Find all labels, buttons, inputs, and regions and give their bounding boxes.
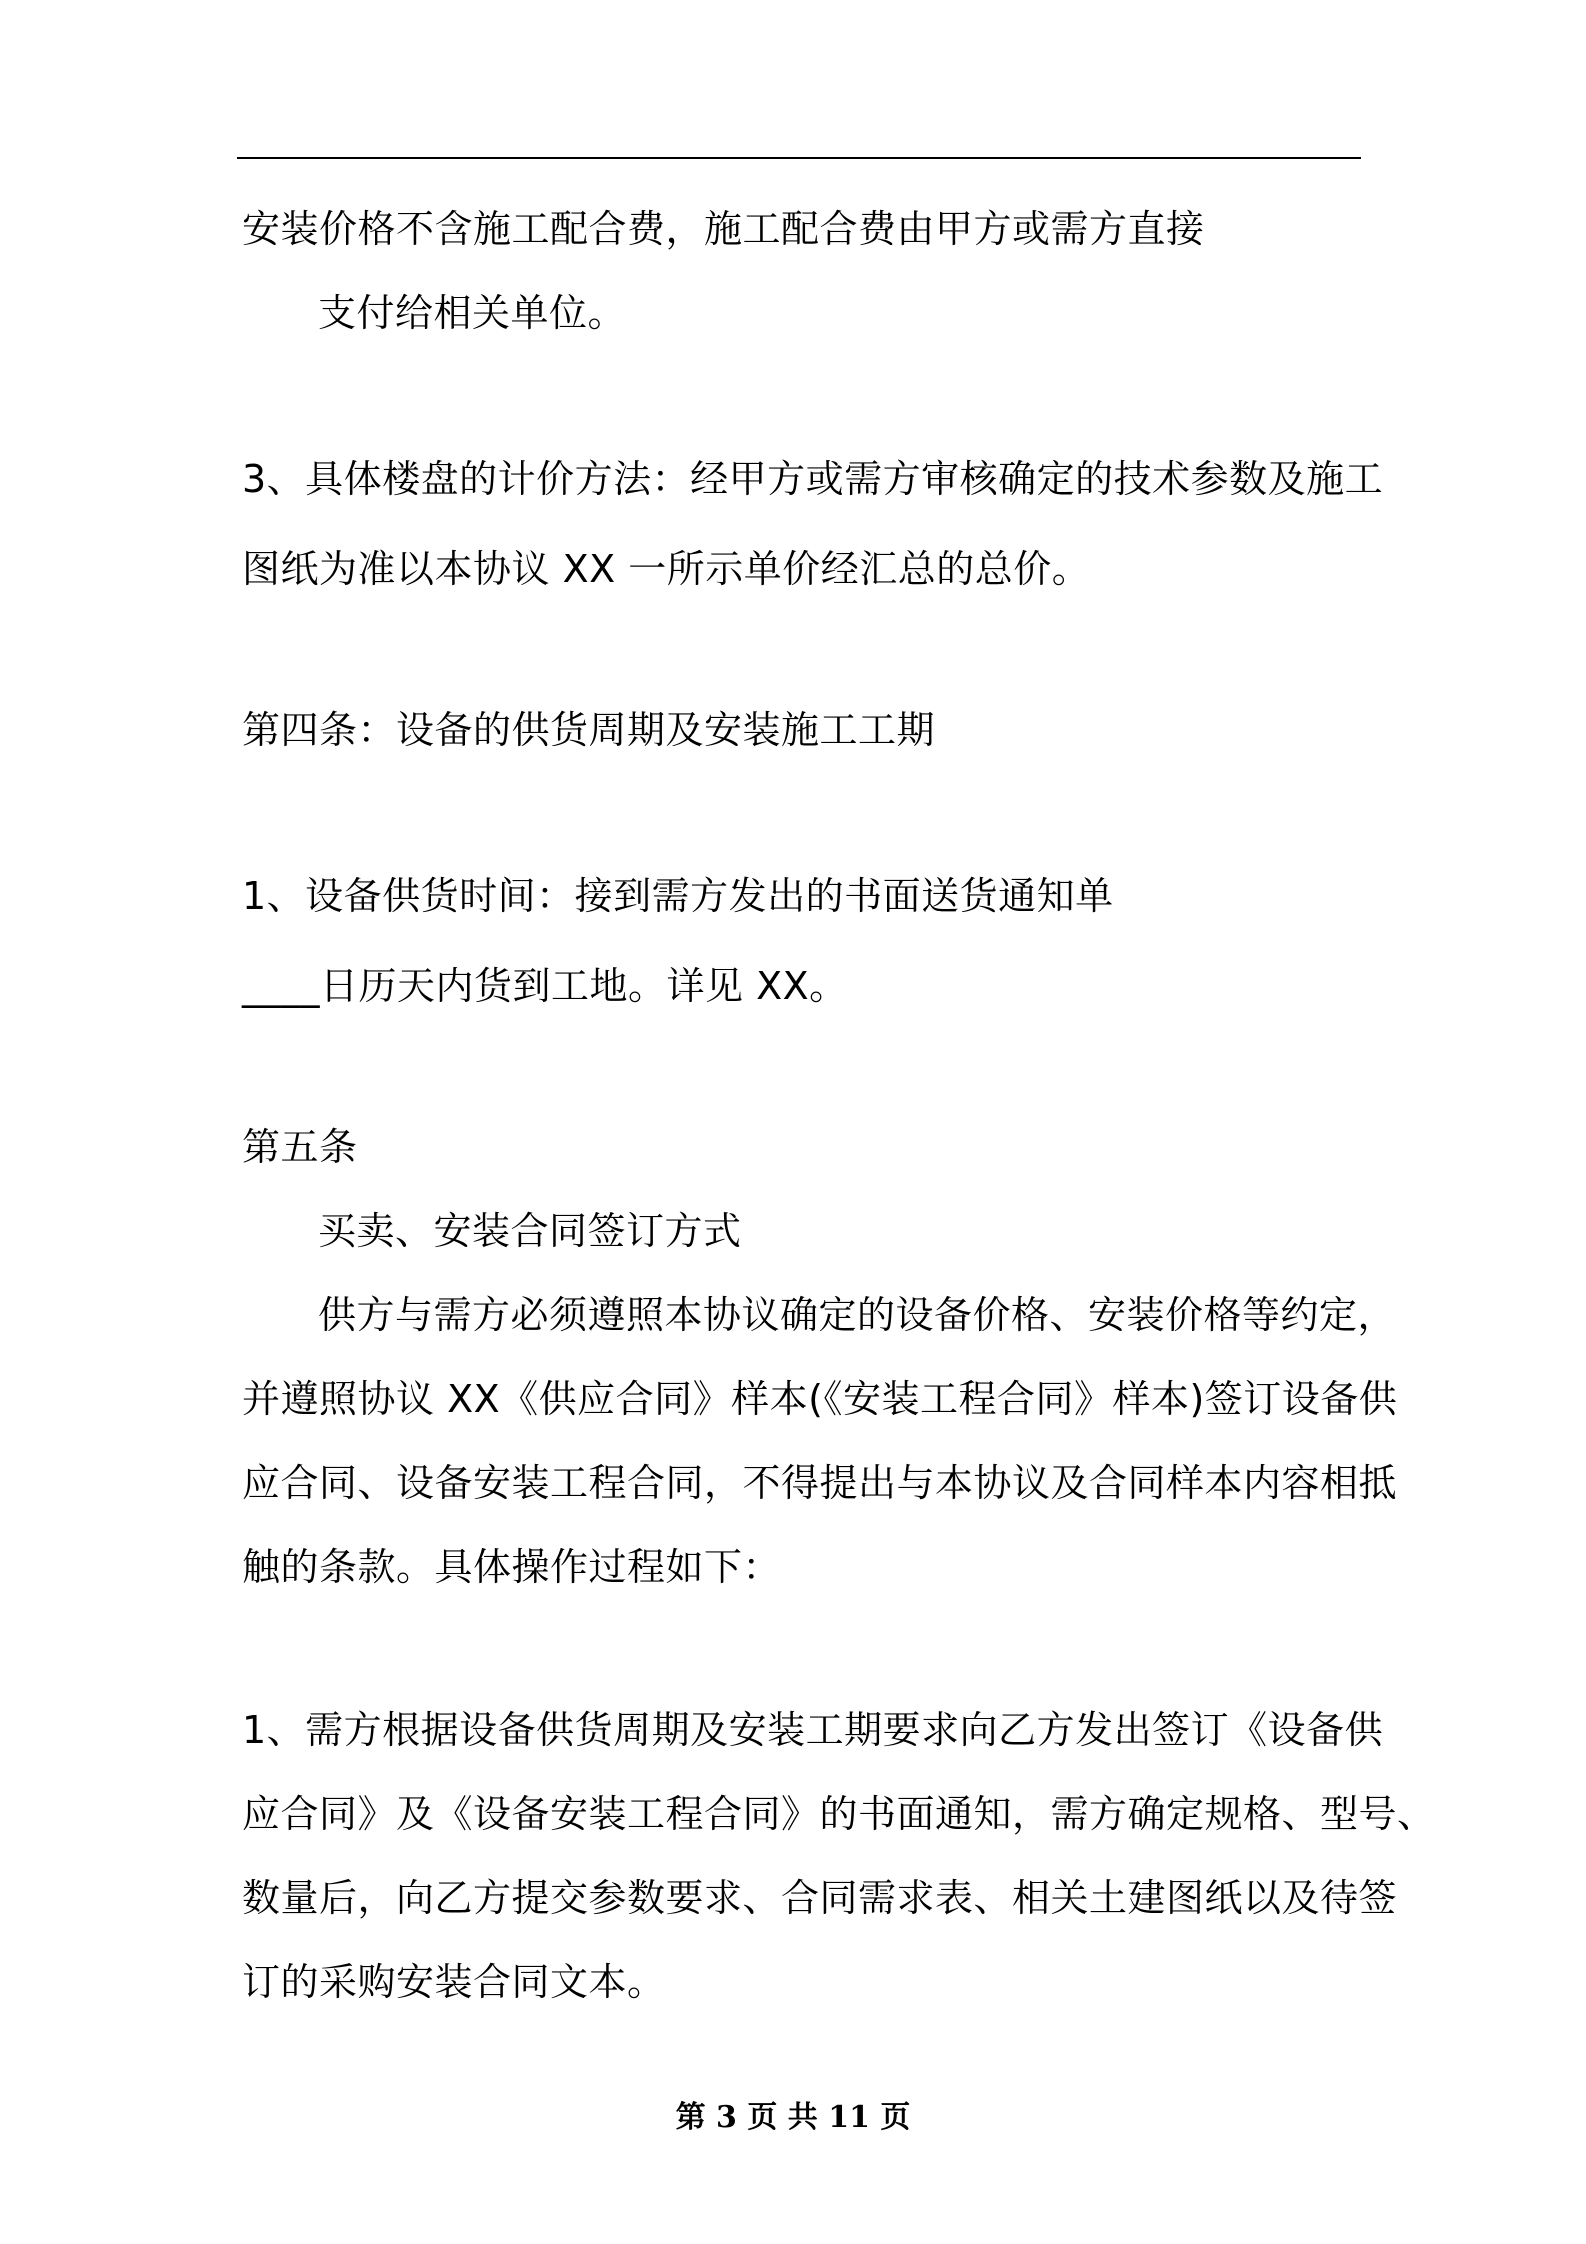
text-line: 订的采购安装合同文本。: [242, 1960, 666, 2004]
text-line: 1、设备供货时间：接到需方发出的书面送货通知单: [242, 874, 1114, 918]
text-line: 并遵照协议 XX《供应合同》样本(《安装工程合同》样本)签订设备供: [242, 1377, 1398, 1421]
text-line: 触的条款。具体操作过程如下：: [242, 1545, 782, 1589]
text-line: 数量后，向乙方提交参数要求、合同需求表、相关土建图纸以及待签: [242, 1876, 1398, 1920]
text-line: 安装价格不含施工配合费，施工配合费由甲方或需方直接: [242, 207, 1205, 251]
text-line: ____日历天内货到工地。详见 XX。: [242, 964, 848, 1008]
text-line: 应合同》及《设备安装工程合同》的书面通知，需方确定规格、型号、: [242, 1792, 1436, 1836]
section-heading: 第四条：设备的供货周期及安装施工工期: [242, 708, 936, 752]
text-line: 供方与需方必须遵照本协议确定的设备价格、安装价格等约定，: [318, 1293, 1397, 1337]
section-heading: 第五条: [242, 1125, 358, 1169]
text-line: 支付给相关单位。: [318, 291, 627, 335]
text-line: 买卖、安装合同签订方式: [318, 1209, 742, 1253]
text-line: 3、具体楼盘的计价方法：经甲方或需方审核确定的技术参数及施工: [242, 457, 1384, 501]
header-divider: [237, 157, 1361, 159]
text-line: 应合同、设备安装工程合同，不得提出与本协议及合同样本内容相抵: [242, 1461, 1398, 1505]
text-line: 1、需方根据设备供货周期及安装工期要求向乙方发出签订《设备供: [242, 1708, 1384, 1752]
page-number-footer: 第 3 页 共 11 页: [675, 2100, 911, 2135]
text-line: 图纸为准以本协议 XX 一所示单价经汇总的总价。: [242, 547, 1091, 591]
